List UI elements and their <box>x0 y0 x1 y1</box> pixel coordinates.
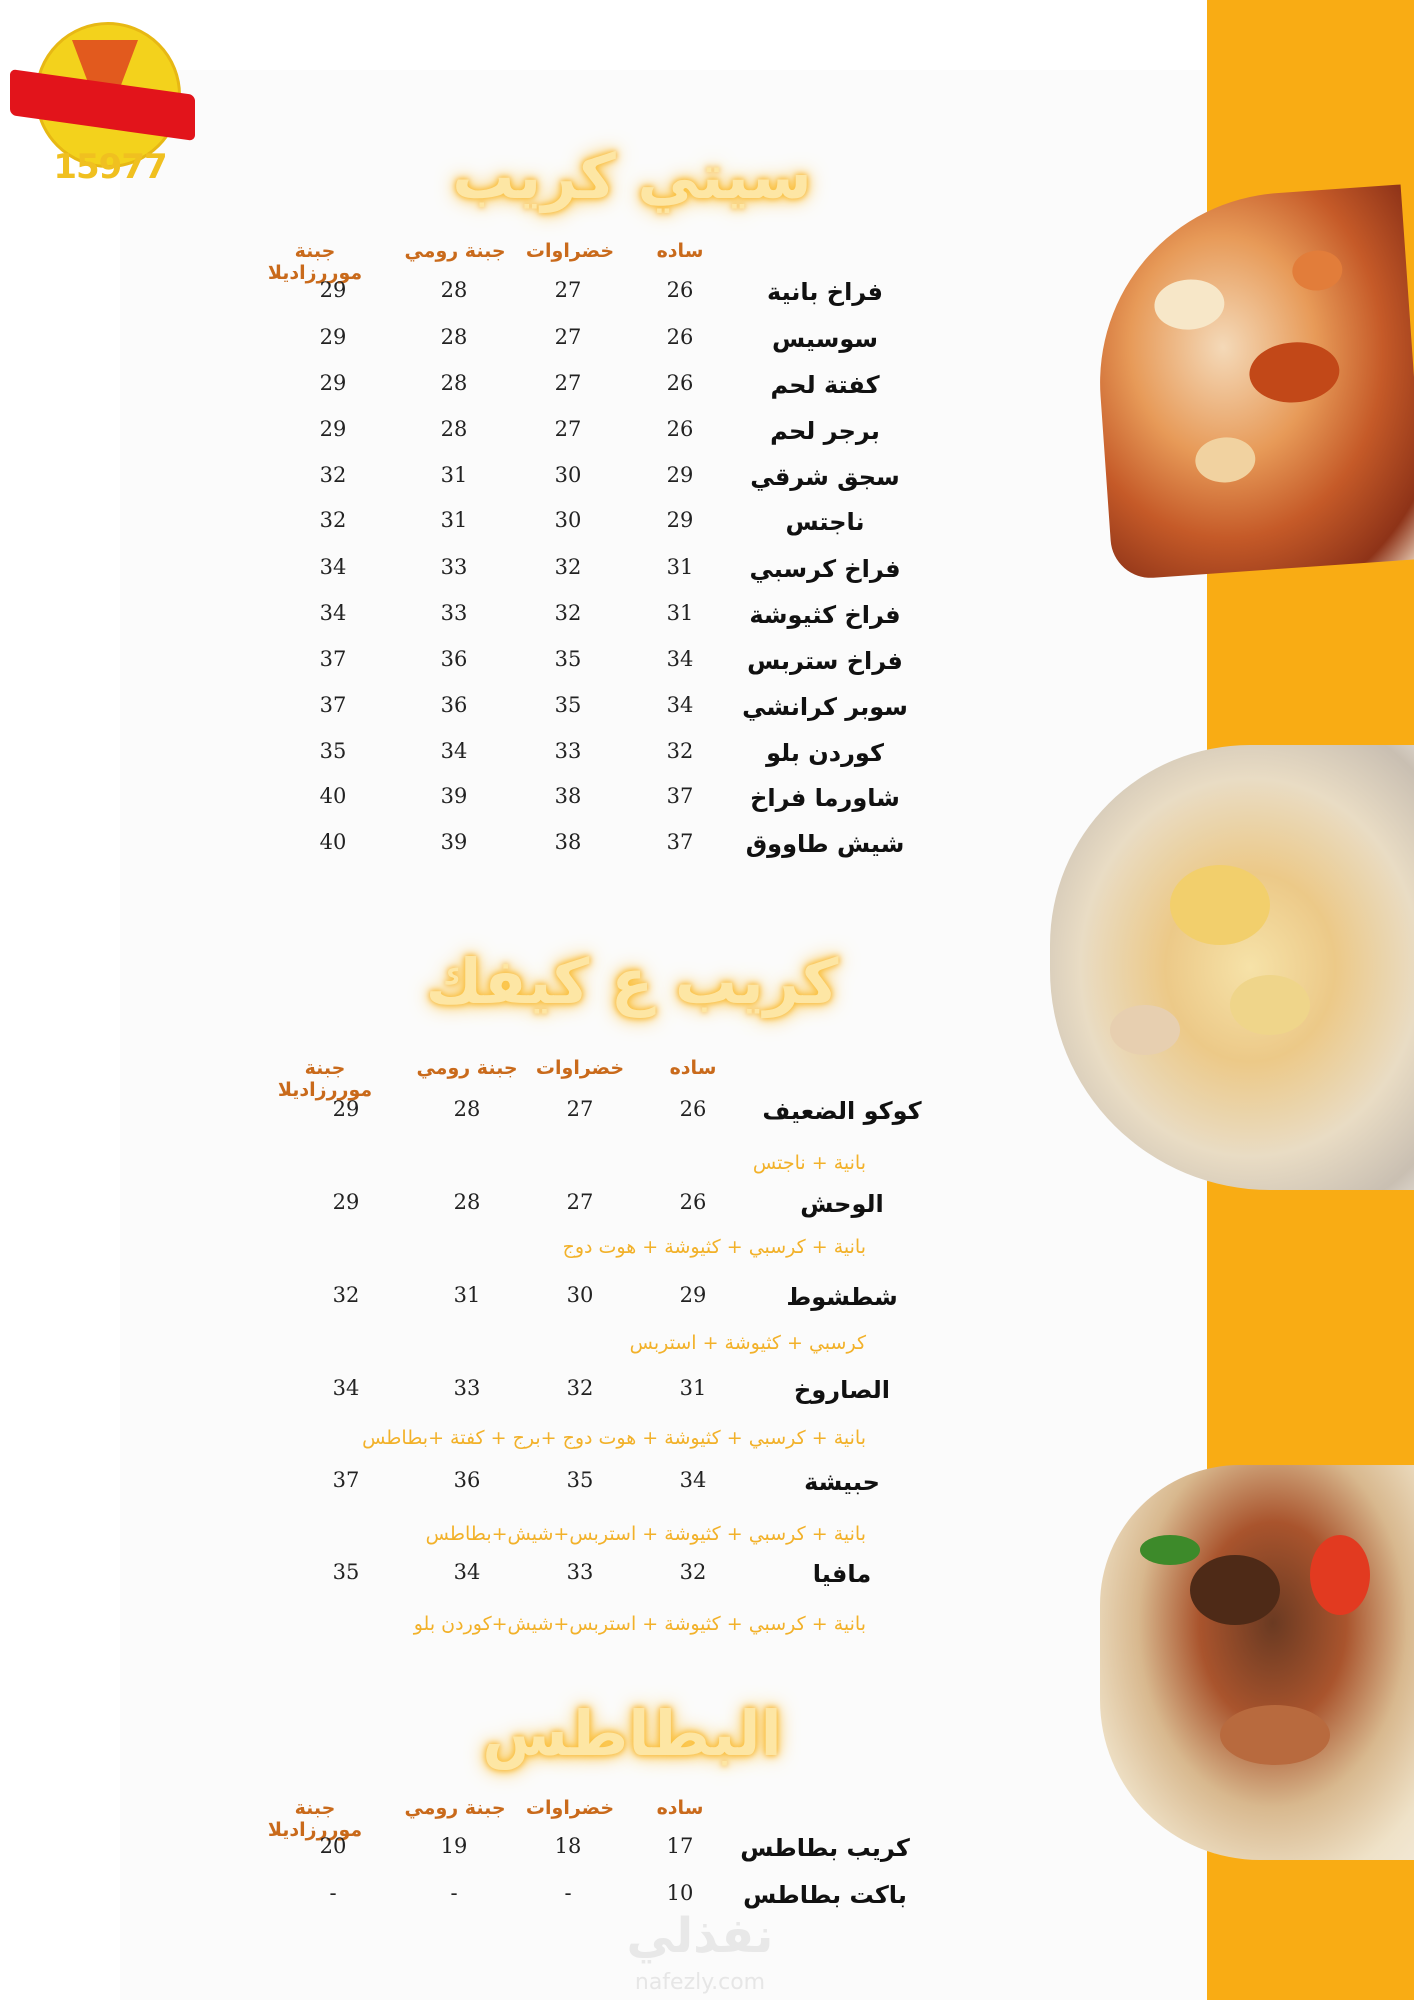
menu-item-name: سجق شرقي <box>750 463 900 491</box>
column-header: جبنة موررزاديلا <box>267 1797 363 1841</box>
menu-item-name: كفتة لحم <box>770 371 880 399</box>
menu-item-price: 40 <box>319 830 347 854</box>
menu-item-price: 30 <box>554 508 582 532</box>
menu-item-price: 31 <box>666 601 694 625</box>
menu-item-price: 39 <box>440 784 468 808</box>
menu-item-price: 33 <box>554 739 582 763</box>
crepe-photo-beef <box>1100 1465 1414 1860</box>
menu-item-price: 17 <box>666 1834 694 1858</box>
menu-item-row <box>0 830 1000 870</box>
menu-item-price: 28 <box>440 371 468 395</box>
menu-item-price: 32 <box>319 463 347 487</box>
menu-item-price: 37 <box>319 647 347 671</box>
menu-item-name: كوردن بلو <box>766 739 884 767</box>
menu-item-price: 20 <box>319 1834 347 1858</box>
menu-item-price: 29 <box>332 1097 360 1121</box>
menu-item-price: - <box>329 1881 337 1905</box>
menu-item-price: 38 <box>554 830 582 854</box>
menu-item-price: 27 <box>566 1190 594 1214</box>
menu-item-name: كوكو الضعيف <box>762 1097 922 1125</box>
menu-item-price: 34 <box>440 739 468 763</box>
menu-item-ingredients: بانية + ناجتس <box>752 1152 866 1174</box>
column-header: جبنة رومي <box>404 1797 506 1819</box>
menu-item-price: 34 <box>666 693 694 717</box>
menu-item-price: 26 <box>666 325 694 349</box>
menu-item-row <box>0 739 1000 779</box>
menu-item-price: 33 <box>566 1560 594 1584</box>
menu-item-name: فراخ ستربس <box>747 647 903 675</box>
menu-item-row <box>0 784 1000 824</box>
menu-item-price: 37 <box>666 784 694 808</box>
menu-item-price: 28 <box>440 325 468 349</box>
menu-item-price: 18 <box>554 1834 582 1858</box>
menu-item-price: 29 <box>679 1283 707 1307</box>
column-header: خضراوات <box>535 1057 625 1079</box>
menu-item-price: 29 <box>319 417 347 441</box>
menu-item-price: 33 <box>453 1376 481 1400</box>
menu-item-price: 26 <box>666 278 694 302</box>
menu-item-price: 32 <box>566 1376 594 1400</box>
menu-item-price: 34 <box>679 1468 707 1492</box>
menu-item-price: 32 <box>319 508 347 532</box>
menu-item-price: 27 <box>554 325 582 349</box>
menu-item-price: 31 <box>453 1283 481 1307</box>
menu-item-price: 36 <box>440 693 468 717</box>
menu-item-price: 31 <box>666 555 694 579</box>
menu-item-price: 34 <box>319 601 347 625</box>
menu-item-row <box>0 693 1000 733</box>
menu-item-price: 35 <box>332 1560 360 1584</box>
menu-item-price: 31 <box>440 463 468 487</box>
menu-item-price: 27 <box>566 1097 594 1121</box>
menu-item-price: 35 <box>554 693 582 717</box>
menu-item-price: 31 <box>679 1376 707 1400</box>
menu-item-price: 32 <box>679 1560 707 1584</box>
menu-item-price: 29 <box>666 463 694 487</box>
column-header: جبنة موررزاديلا <box>277 1057 373 1101</box>
menu-item-ingredients: بانية + كرسبي + كثيوشة + هوت دوج <box>562 1236 866 1258</box>
menu-item-price: 29 <box>319 371 347 395</box>
column-header: ساده <box>669 1057 717 1079</box>
section-title: البطاطس <box>482 1697 782 1770</box>
menu-item-price: 26 <box>666 371 694 395</box>
menu-item-name: ناجتس <box>785 508 865 536</box>
menu-item-price: 37 <box>319 693 347 717</box>
menu-item-price: 29 <box>666 508 694 532</box>
menu-item-row <box>0 417 1000 457</box>
column-header: جبنة رومي <box>404 240 506 262</box>
menu-item-price: 27 <box>554 371 582 395</box>
menu-item-price: 36 <box>453 1468 481 1492</box>
column-header: جبنة موررزاديلا <box>267 240 363 284</box>
menu-item-price: 32 <box>332 1283 360 1307</box>
menu-item-name: كريب بطاطس <box>740 1834 910 1862</box>
menu-item-price: 36 <box>440 647 468 671</box>
menu-item-name: حبيشة <box>804 1468 880 1496</box>
logo-phone-number: 15977 <box>53 147 167 187</box>
menu-item-price: 35 <box>566 1468 594 1492</box>
menu-item-price: 26 <box>666 417 694 441</box>
menu-item-name: الصاروخ <box>794 1376 890 1404</box>
menu-item-price: 26 <box>679 1097 707 1121</box>
menu-item-row <box>0 463 1000 503</box>
menu-item-row <box>0 1376 1000 1416</box>
menu-item-row <box>0 278 1000 318</box>
menu-item-price: 32 <box>666 739 694 763</box>
menu-item-price: 28 <box>440 417 468 441</box>
menu-item-price: 34 <box>319 555 347 579</box>
menu-item-price: 29 <box>332 1190 360 1214</box>
menu-item-ingredients: كرسبي + كثيوشة + استربس <box>629 1332 866 1354</box>
menu-item-name: فراخ بانية <box>767 278 883 306</box>
menu-item-row <box>0 1560 1000 1600</box>
menu-item-name: الوحش <box>800 1190 884 1218</box>
menu-item-name: سوسيس <box>772 325 878 353</box>
column-header: ساده <box>656 1797 704 1819</box>
menu-item-name: شاورما فراخ <box>750 784 900 812</box>
section-title: سيتي كريب <box>452 140 812 213</box>
menu-item-price: 30 <box>566 1283 594 1307</box>
menu-item-price: 19 <box>440 1834 468 1858</box>
menu-item-row <box>0 1097 1000 1137</box>
column-header: ساده <box>656 240 704 262</box>
menu-item-price: 29 <box>319 325 347 349</box>
column-header: خضراوات <box>525 1797 615 1819</box>
menu-item-price: - <box>564 1881 572 1905</box>
menu-item-name: شطشوط <box>786 1283 898 1311</box>
menu-item-price: 37 <box>666 830 694 854</box>
menu-item-ingredients: بانية + كرسبي + كثيوشة + هوت دوج +برج + كفتة +بطاطس <box>362 1427 866 1449</box>
menu-item-price: 30 <box>554 463 582 487</box>
menu-item-price: 34 <box>666 647 694 671</box>
menu-item-row <box>0 371 1000 411</box>
menu-item-price: 32 <box>554 601 582 625</box>
menu-item-price: 28 <box>440 278 468 302</box>
menu-item-name: مافيا <box>812 1560 872 1588</box>
menu-item-price: 27 <box>554 278 582 302</box>
menu-item-row <box>0 1881 1000 1921</box>
menu-item-row <box>0 1468 1000 1508</box>
menu-item-price: 34 <box>453 1560 481 1584</box>
menu-item-price: 26 <box>679 1190 707 1214</box>
column-header: جبنة رومي <box>416 1057 518 1079</box>
menu-item-row <box>0 1283 1000 1323</box>
watermark-logo: نفذلي <box>626 1908 774 1964</box>
menu-item-name: شيش طاووق <box>745 830 905 858</box>
menu-item-price: 32 <box>554 555 582 579</box>
column-header: خضراوات <box>525 240 615 262</box>
menu-item-price: 39 <box>440 830 468 854</box>
menu-item-row <box>0 1190 1000 1230</box>
menu-item-price: 10 <box>666 1881 694 1905</box>
menu-item-row <box>0 508 1000 548</box>
menu-item-price: 35 <box>554 647 582 671</box>
menu-item-price: 28 <box>453 1097 481 1121</box>
menu-item-ingredients: بانية + كرسبي + كثيوشة + استربس+شيش+كوردن بلو <box>413 1613 866 1635</box>
menu-item-price: 34 <box>332 1376 360 1400</box>
menu-item-name: فراخ كرسبي <box>749 555 901 583</box>
menu-item-price: - <box>450 1881 458 1905</box>
menu-item-row <box>0 647 1000 687</box>
menu-item-row <box>0 325 1000 365</box>
menu-item-row <box>0 1834 1000 1874</box>
menu-item-name: فراخ كثيوشة <box>749 601 901 629</box>
menu-item-name: برجر لحم <box>770 417 880 445</box>
menu-item-row <box>0 601 1000 641</box>
menu-item-price: 31 <box>440 508 468 532</box>
menu-item-price: 28 <box>453 1190 481 1214</box>
watermark-url: nafezly.com <box>634 1970 766 1995</box>
menu-item-price: 27 <box>554 417 582 441</box>
menu-item-price: 37 <box>332 1468 360 1492</box>
menu-item-price: 33 <box>440 601 468 625</box>
menu-item-price: 40 <box>319 784 347 808</box>
menu-item-name: سوبر كرانشي <box>742 693 908 721</box>
menu-item-name: باكت بطاطس <box>743 1881 907 1909</box>
menu-item-price: 35 <box>319 739 347 763</box>
section-title: كريب ع كيفك <box>425 945 839 1018</box>
menu-item-row <box>0 555 1000 595</box>
menu-item-ingredients: بانية + كرسبي + كثيوشة + استربس+شيش+بطاطس <box>425 1523 866 1545</box>
menu-item-price: 38 <box>554 784 582 808</box>
menu-item-price: 29 <box>319 278 347 302</box>
menu-item-price: 33 <box>440 555 468 579</box>
